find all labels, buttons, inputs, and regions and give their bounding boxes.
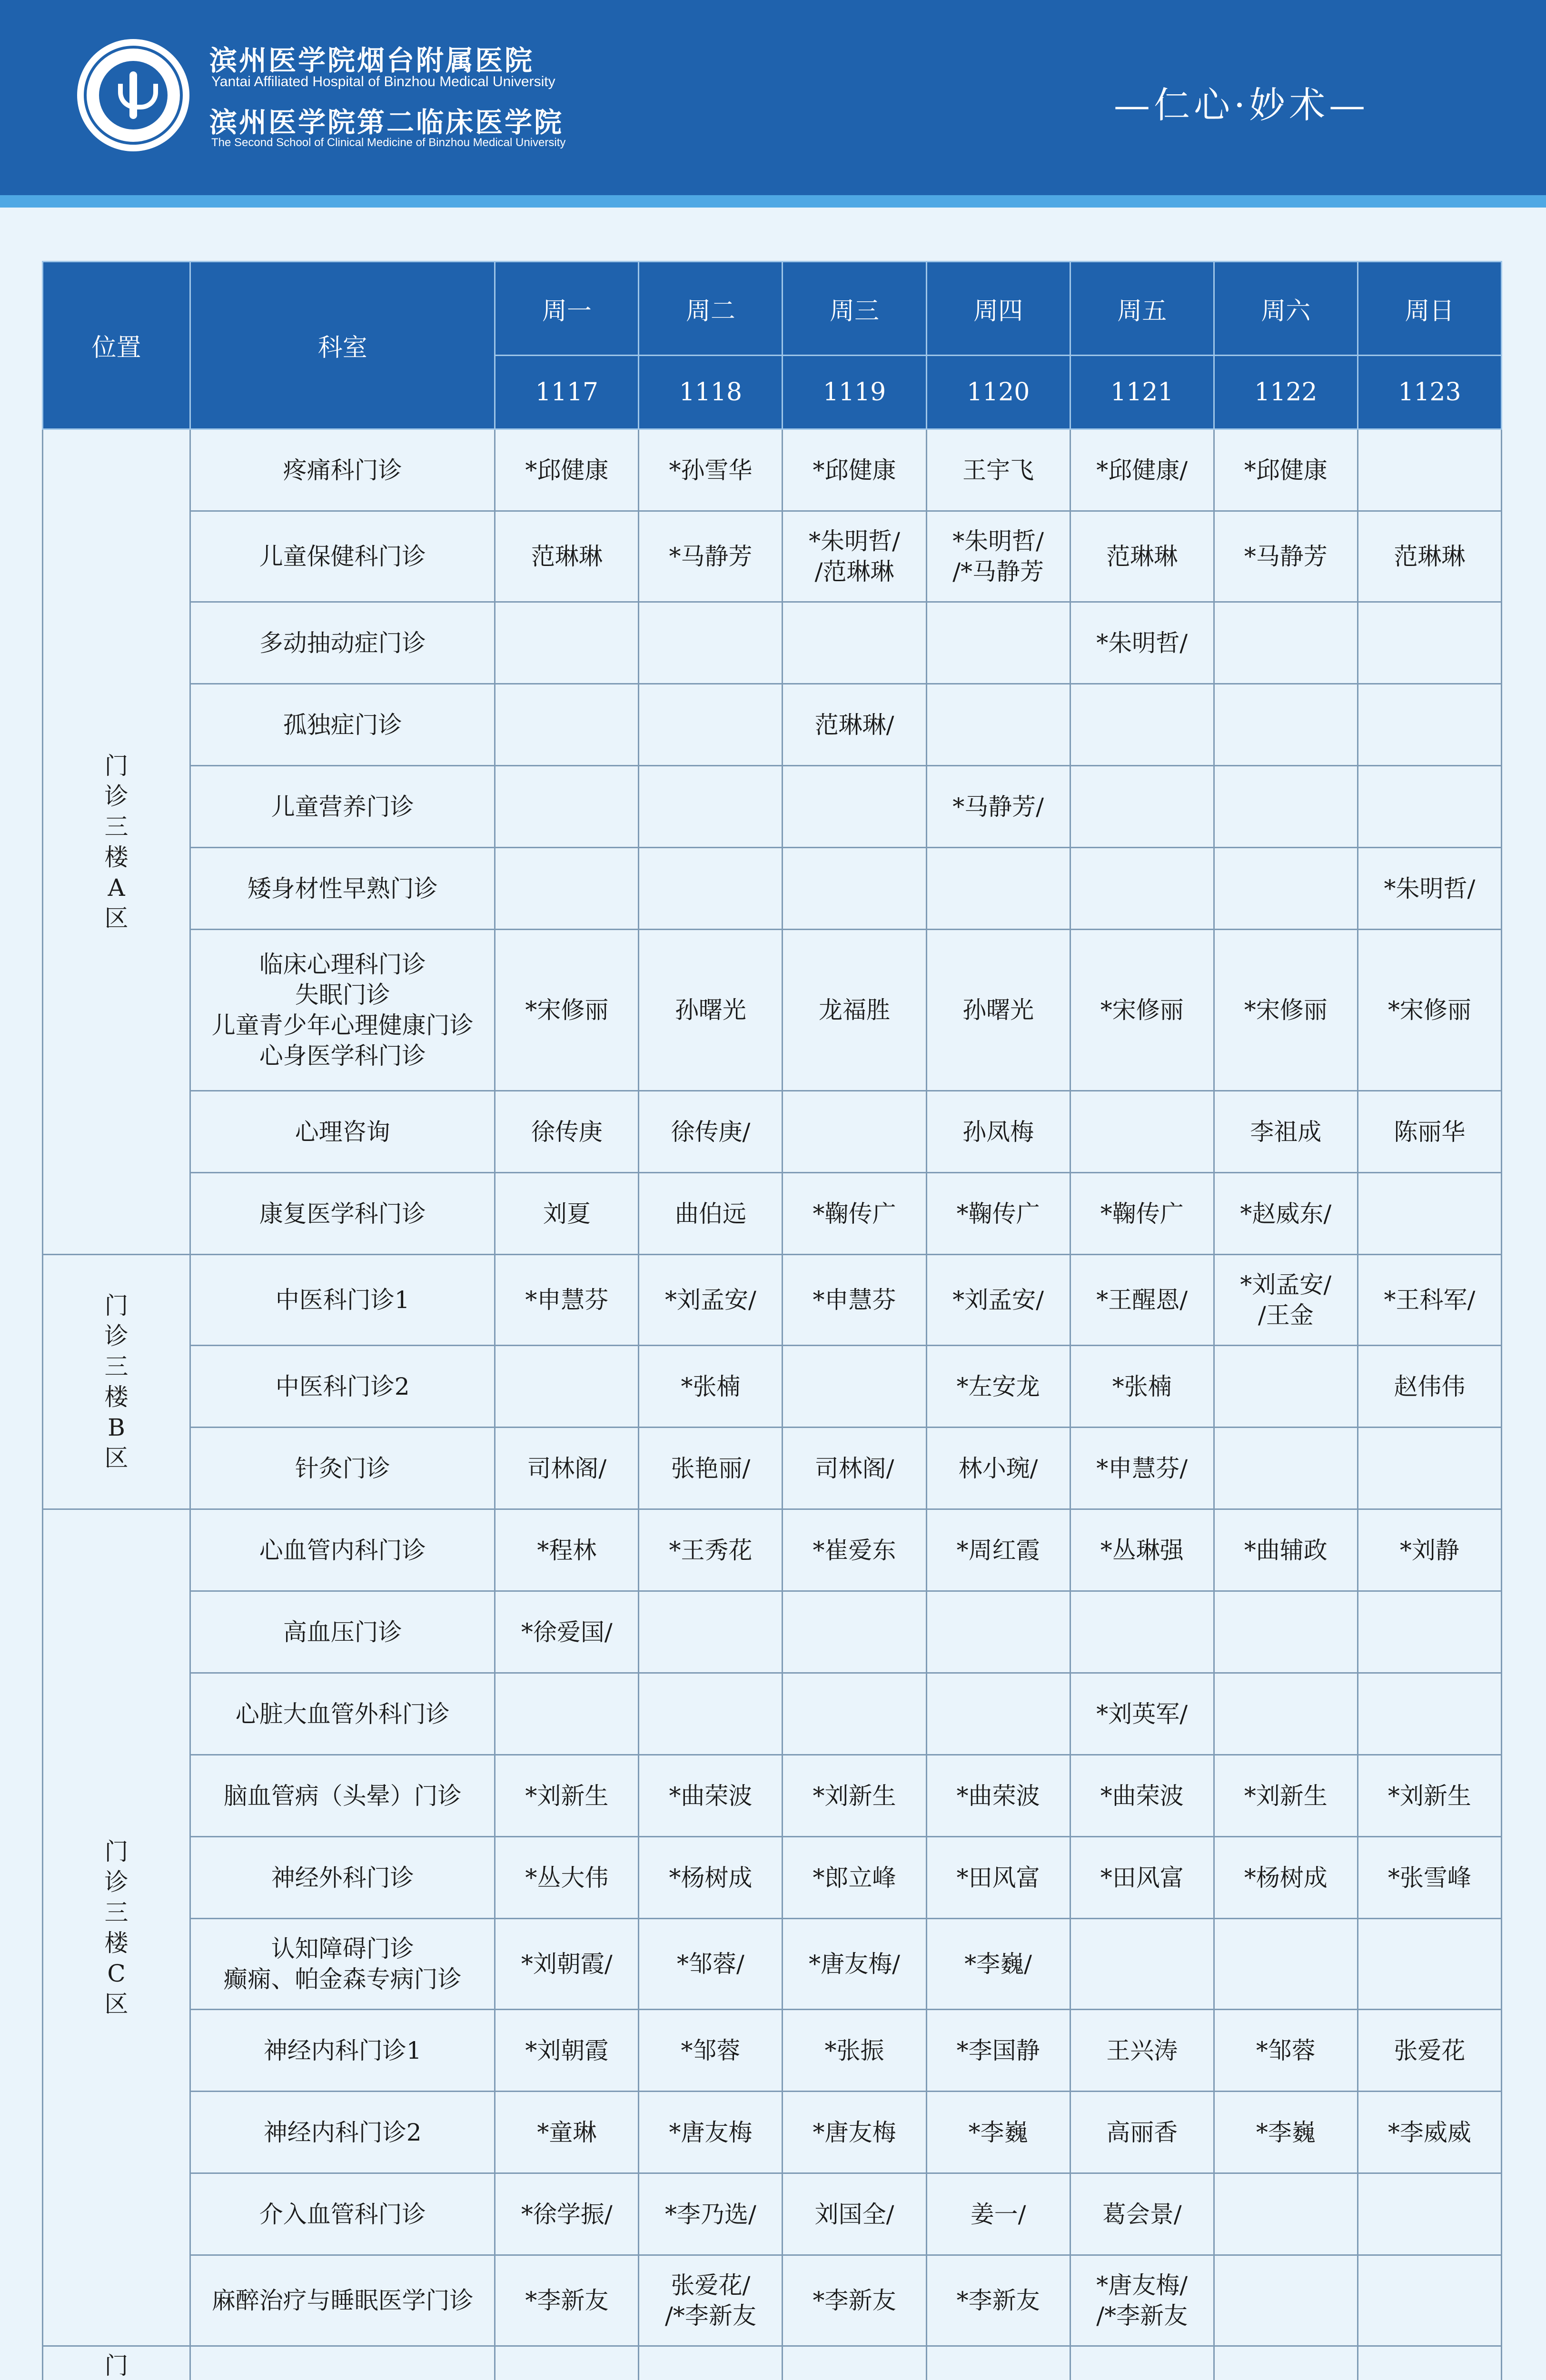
doctor-cell: 赵伟伟: [1358, 1346, 1501, 1428]
hospital-name-cn: 滨州医学院烟台附属医院: [209, 44, 535, 77]
header-day: 周一: [495, 262, 639, 356]
zone-location-label: 门诊三楼B区: [104, 1292, 129, 1472]
hospital-logo-icon: [77, 39, 189, 151]
doctor-cell: [1214, 1919, 1358, 2010]
doctor-cell: *邹蓉/: [639, 1919, 783, 2010]
zone-location-label: 门诊三楼C区: [104, 1837, 129, 2018]
table-row: [43, 1346, 1502, 1428]
doctor-cell: *刘孟安/: [639, 1255, 783, 1346]
clinic-schedule-table: [42, 261, 1502, 2380]
doctor-cell: *曲荣波: [639, 1755, 783, 1837]
doctor-cell: *李威威: [1358, 2092, 1501, 2173]
doctor-cell: *李巍/: [926, 1919, 1070, 2010]
doctor-cell: [1214, 2346, 1358, 2380]
doctor-cell: [783, 1591, 926, 1673]
doctor-cell: [1070, 684, 1214, 766]
doctor-cell: [1070, 848, 1214, 930]
table-row: [43, 2010, 1502, 2092]
doctor-cell: *李巍: [926, 2092, 1070, 2173]
doctor-cell: [1358, 1919, 1501, 2010]
doctor-cell: *唐友梅/: [783, 1919, 926, 2010]
doctor-cell: *张楠: [639, 1346, 783, 1428]
doctor-cell: *曲辅政: [1214, 1509, 1358, 1591]
doctor-cell: [639, 1673, 783, 1755]
department-cell: 儿童营养门诊: [190, 766, 495, 848]
doctor-cell: *鞠传广: [926, 1173, 1070, 1255]
doctor-cell: 孙曙光: [926, 930, 1070, 1091]
doctor-cell: 林小琬/: [926, 1428, 1070, 1509]
doctor-cell: *刘英军/: [1070, 1673, 1214, 1755]
doctor-cell: [639, 848, 783, 930]
table-row: [43, 1755, 1502, 1837]
header-day: 周日: [1358, 262, 1501, 356]
doctor-cell: *曲荣波: [926, 1755, 1070, 1837]
doctor-cell: *唐友梅/ /*李新友: [1070, 2255, 1214, 2346]
doctor-cell: *马静芳: [639, 511, 783, 602]
doctor-cell: *田风富: [926, 1837, 1070, 1919]
doctor-cell: *丛大伟: [495, 1837, 639, 1919]
doctor-cell: *李国静: [926, 2010, 1070, 2092]
table-row: [43, 602, 1502, 684]
doctor-cell: *宋修丽: [1358, 930, 1501, 1091]
header-date: 1118: [639, 356, 783, 429]
doctor-cell: [1358, 2255, 1501, 2346]
doctor-cell: [1070, 1091, 1214, 1173]
table-row: [43, 766, 1502, 848]
table-row: [43, 1591, 1502, 1673]
doctor-cell: [495, 1673, 639, 1755]
doctor-cell: 李祖成: [1214, 1091, 1358, 1173]
doctor-cell: [495, 602, 639, 684]
doctor-cell: *李新友: [495, 2255, 639, 2346]
header-day: 周三: [783, 262, 926, 356]
department-cell: [190, 2346, 495, 2380]
doctor-cell: *孙雪华: [639, 429, 783, 511]
doctor-cell: [495, 2346, 639, 2380]
doctor-cell: *刘朝霞/: [495, 1919, 639, 2010]
table-row: [43, 2173, 1502, 2255]
doctor-cell: *宋修丽: [495, 930, 639, 1091]
table-row: [43, 2255, 1502, 2346]
department-cell: 认知障碍门诊 癫痫、帕金森专病门诊: [190, 1919, 495, 2010]
table-row: [43, 930, 1502, 1091]
doctor-cell: *曲荣波: [1070, 1755, 1214, 1837]
doctor-cell: *刘孟安/ /王金: [1214, 1255, 1358, 1346]
department-cell: 神经内科门诊2: [190, 2092, 495, 2173]
doctor-cell: [1358, 1591, 1501, 1673]
doctor-cell: *刘新生: [495, 1755, 639, 1837]
doctor-cell: [1214, 684, 1358, 766]
department-cell: 介入血管科门诊: [190, 2173, 495, 2255]
doctor-cell: [783, 1091, 926, 1173]
doctor-cell: *朱明哲/: [1358, 848, 1501, 930]
doctor-cell: [1358, 684, 1501, 766]
doctor-cell: 葛会景/: [1070, 2173, 1214, 2255]
doctor-cell: [1214, 1673, 1358, 1755]
department-cell: 心脏大血管外科门诊: [190, 1673, 495, 1755]
doctor-cell: [495, 766, 639, 848]
header-department: 科室: [190, 262, 495, 429]
department-cell: 临床心理科门诊 失眠门诊 儿童青少年心理健康门诊 心身医学科门诊: [190, 930, 495, 1091]
table-row: [43, 2346, 1502, 2380]
doctor-cell: *鞠传广: [783, 1173, 926, 1255]
department-cell: 高血压门诊: [190, 1591, 495, 1673]
doctor-cell: *刘新生: [783, 1755, 926, 1837]
doctor-cell: [1214, 1428, 1358, 1509]
header-banner: [0, 0, 1546, 195]
department-cell: 中医科门诊2: [190, 1346, 495, 1428]
doctor-cell: 王兴涛: [1070, 2010, 1214, 2092]
doctor-cell: 孙曙光: [639, 930, 783, 1091]
doctor-cell: [783, 1346, 926, 1428]
doctor-cell: *李新友: [926, 2255, 1070, 2346]
department-cell: 麻醉治疗与睡眠医学门诊: [190, 2255, 495, 2346]
doctor-cell: 范琳琳: [1070, 511, 1214, 602]
department-cell: 矮身材性早熟门诊: [190, 848, 495, 930]
doctor-cell: *周红霞: [926, 1509, 1070, 1591]
doctor-cell: 龙福胜: [783, 930, 926, 1091]
doctor-cell: *程林: [495, 1509, 639, 1591]
doctor-cell: [1214, 2255, 1358, 2346]
zone-location-label: 门诊三楼A区: [104, 752, 129, 932]
header-date: 1120: [926, 356, 1070, 429]
doctor-cell: [783, 766, 926, 848]
doctor-cell: *唐友梅: [639, 2092, 783, 2173]
doctor-cell: *杨树成: [639, 1837, 783, 1919]
doctor-cell: [1358, 766, 1501, 848]
hospital-motto: —仁心·妙术—: [1114, 84, 1369, 126]
doctor-cell: [1358, 1173, 1501, 1255]
doctor-cell: 王宇飞: [926, 429, 1070, 511]
doctor-cell: *宋修丽: [1214, 930, 1358, 1091]
header-day: 周二: [639, 262, 783, 356]
table-row: [43, 1091, 1502, 1173]
header-date: 1123: [1358, 356, 1501, 429]
doctor-cell: *宋修丽: [1070, 930, 1214, 1091]
table-row: [43, 511, 1502, 602]
doctor-cell: *王秀花: [639, 1509, 783, 1591]
doctor-cell: 高丽香: [1070, 2092, 1214, 2173]
department-cell: 疼痛科门诊: [190, 429, 495, 511]
table-row: [43, 1673, 1502, 1755]
header-day: 周六: [1214, 262, 1358, 356]
doctor-cell: *邱健康/: [1070, 429, 1214, 511]
table-row: [43, 1919, 1502, 2010]
doctor-cell: *杨树成: [1214, 1837, 1358, 1919]
doctor-cell: [926, 1591, 1070, 1673]
doctor-cell: 张艳丽/: [639, 1428, 783, 1509]
doctor-cell: [1214, 766, 1358, 848]
doctor-cell: [639, 766, 783, 848]
doctor-cell: [1070, 1591, 1214, 1673]
doctor-cell: [926, 602, 1070, 684]
doctor-cell: *申慧芬: [495, 1255, 639, 1346]
header-day: 周四: [926, 262, 1070, 356]
table-row: [43, 1173, 1502, 1255]
doctor-cell: [783, 1673, 926, 1755]
doctor-cell: [495, 1346, 639, 1428]
doctor-cell: *张楠: [1070, 1346, 1214, 1428]
header-divider: [0, 195, 1546, 208]
zone-location-cell: [43, 429, 190, 1255]
doctor-cell: *邱健康: [783, 429, 926, 511]
department-cell: 儿童保健科门诊: [190, 511, 495, 602]
doctor-cell: *邱健康: [495, 429, 639, 511]
doctor-cell: *刘朝霞: [495, 2010, 639, 2092]
doctor-cell: 姜一/: [926, 2173, 1070, 2255]
table-row: [43, 429, 1502, 511]
doctor-cell: [1358, 1673, 1501, 1755]
doctor-cell: [926, 848, 1070, 930]
doctor-cell: 范琳琳: [495, 511, 639, 602]
doctor-cell: [926, 684, 1070, 766]
school-name-cn: 滨州医学院第二临床医学院: [209, 106, 564, 139]
doctor-cell: [783, 602, 926, 684]
doctor-cell: *申慧芬/: [1070, 1428, 1214, 1509]
doctor-cell: 范琳琳/: [783, 684, 926, 766]
header-date: 1117: [495, 356, 639, 429]
doctor-cell: 刘夏: [495, 1173, 639, 1255]
doctor-cell: [1214, 1591, 1358, 1673]
doctor-cell: *朱明哲/ /*马静芳: [926, 511, 1070, 602]
doctor-cell: [639, 2346, 783, 2380]
doctor-cell: [639, 602, 783, 684]
doctor-cell: [783, 2346, 926, 2380]
doctor-cell: *田风富: [1070, 1837, 1214, 1919]
department-cell: 脑血管病（头晕）门诊: [190, 1755, 495, 1837]
doctor-cell: *邹蓉: [1214, 2010, 1358, 2092]
doctor-cell: [1358, 429, 1501, 511]
doctor-cell: *徐学振/: [495, 2173, 639, 2255]
doctor-cell: *童琳: [495, 2092, 639, 2173]
doctor-cell: *刘新生: [1358, 1755, 1501, 1837]
doctor-cell: *徐爱国/: [495, 1591, 639, 1673]
doctor-cell: 张爱花/ /*李新友: [639, 2255, 783, 2346]
doctor-cell: *鞠传广: [1070, 1173, 1214, 1255]
department-cell: 多动抽动症门诊: [190, 602, 495, 684]
doctor-cell: [1070, 2346, 1214, 2380]
doctor-cell: *刘新生: [1214, 1755, 1358, 1837]
table-row: [43, 684, 1502, 766]
schedule-body: [43, 429, 1502, 2380]
doctor-cell: [1358, 2346, 1501, 2380]
doctor-cell: [1214, 848, 1358, 930]
doctor-cell: *刘静: [1358, 1509, 1501, 1591]
doctor-cell: *朱明哲/: [1070, 602, 1214, 684]
doctor-cell: *崔爱东: [783, 1509, 926, 1591]
department-cell: 针灸门诊: [190, 1428, 495, 1509]
doctor-cell: *朱明哲/ /范琳琳: [783, 511, 926, 602]
doctor-cell: [495, 684, 639, 766]
doctor-cell: [1214, 2173, 1358, 2255]
doctor-cell: *张雪峰: [1358, 1837, 1501, 1919]
doctor-cell: *丛琳强: [1070, 1509, 1214, 1591]
header-date: 1121: [1070, 356, 1214, 429]
doctor-cell: *刘孟安/: [926, 1255, 1070, 1346]
doctor-cell: 徐传庚: [495, 1091, 639, 1173]
zone-location-cell: [43, 1509, 190, 2346]
doctor-cell: [783, 848, 926, 930]
doctor-cell: [926, 1673, 1070, 1755]
table-row: [43, 1509, 1502, 1591]
header-day: 周五: [1070, 262, 1214, 356]
doctor-cell: *马静芳/: [926, 766, 1070, 848]
doctor-cell: 曲伯远: [639, 1173, 783, 1255]
zone-location-label: 门: [104, 2352, 129, 2380]
zone-location-cell: [43, 1255, 190, 1509]
doctor-cell: 徐传庚/: [639, 1091, 783, 1173]
doctor-cell: [1214, 602, 1358, 684]
doctor-cell: [926, 2346, 1070, 2380]
hospital-name-en: Yantai Affiliated Hospital of Binzhou Medical University: [211, 74, 555, 89]
doctor-cell: *李新友: [783, 2255, 926, 2346]
doctor-cell: *马静芳: [1214, 511, 1358, 602]
doctor-cell: [1358, 2173, 1501, 2255]
doctor-cell: *左安龙: [926, 1346, 1070, 1428]
doctor-cell: 司林阁/: [495, 1428, 639, 1509]
doctor-cell: *邱健康: [1214, 429, 1358, 511]
doctor-cell: *邹蓉: [639, 2010, 783, 2092]
table-row: [43, 848, 1502, 930]
table-row: [43, 1837, 1502, 1919]
doctor-cell: [1358, 602, 1501, 684]
zone-location-cell: [43, 2346, 190, 2380]
doctor-cell: [1214, 1346, 1358, 1428]
department-cell: 神经外科门诊: [190, 1837, 495, 1919]
department-cell: 心血管内科门诊: [190, 1509, 495, 1591]
doctor-cell: [639, 684, 783, 766]
doctor-cell: *王醒恩/: [1070, 1255, 1214, 1346]
table-row: [43, 1428, 1502, 1509]
table-row: [43, 1255, 1502, 1346]
department-cell: 心理咨询: [190, 1091, 495, 1173]
doctor-cell: 司林阁/: [783, 1428, 926, 1509]
department-cell: 神经内科门诊1: [190, 2010, 495, 2092]
doctor-cell: *张振: [783, 2010, 926, 2092]
doctor-cell: 陈丽华: [1358, 1091, 1501, 1173]
doctor-cell: 刘国全/: [783, 2173, 926, 2255]
doctor-cell: *李巍: [1214, 2092, 1358, 2173]
doctor-cell: *赵威东/: [1214, 1173, 1358, 1255]
school-name-en: The Second School of Clinical Medicine of Binzhou Medical University: [211, 136, 566, 149]
doctor-cell: 张爱花: [1358, 2010, 1501, 2092]
header-date: 1119: [783, 356, 926, 429]
doctor-cell: [639, 1591, 783, 1673]
doctor-cell: [1358, 1428, 1501, 1509]
header-location: 位置: [43, 262, 190, 429]
doctor-cell: *唐友梅: [783, 2092, 926, 2173]
department-cell: 孤独症门诊: [190, 684, 495, 766]
doctor-cell: *申慧芬: [783, 1255, 926, 1346]
doctor-cell: *王科军/: [1358, 1255, 1501, 1346]
table-row: [43, 2092, 1502, 2173]
department-cell: 中医科门诊1: [190, 1255, 495, 1346]
doctor-cell: 孙凤梅: [926, 1091, 1070, 1173]
doctor-cell: 范琳琳: [1358, 511, 1501, 602]
department-cell: 康复医学科门诊: [190, 1173, 495, 1255]
doctor-cell: [1070, 766, 1214, 848]
doctor-cell: [1070, 1919, 1214, 2010]
doctor-cell: *郎立峰: [783, 1837, 926, 1919]
doctor-cell: [495, 848, 639, 930]
doctor-cell: *李乃选/: [639, 2173, 783, 2255]
header-date: 1122: [1214, 356, 1358, 429]
